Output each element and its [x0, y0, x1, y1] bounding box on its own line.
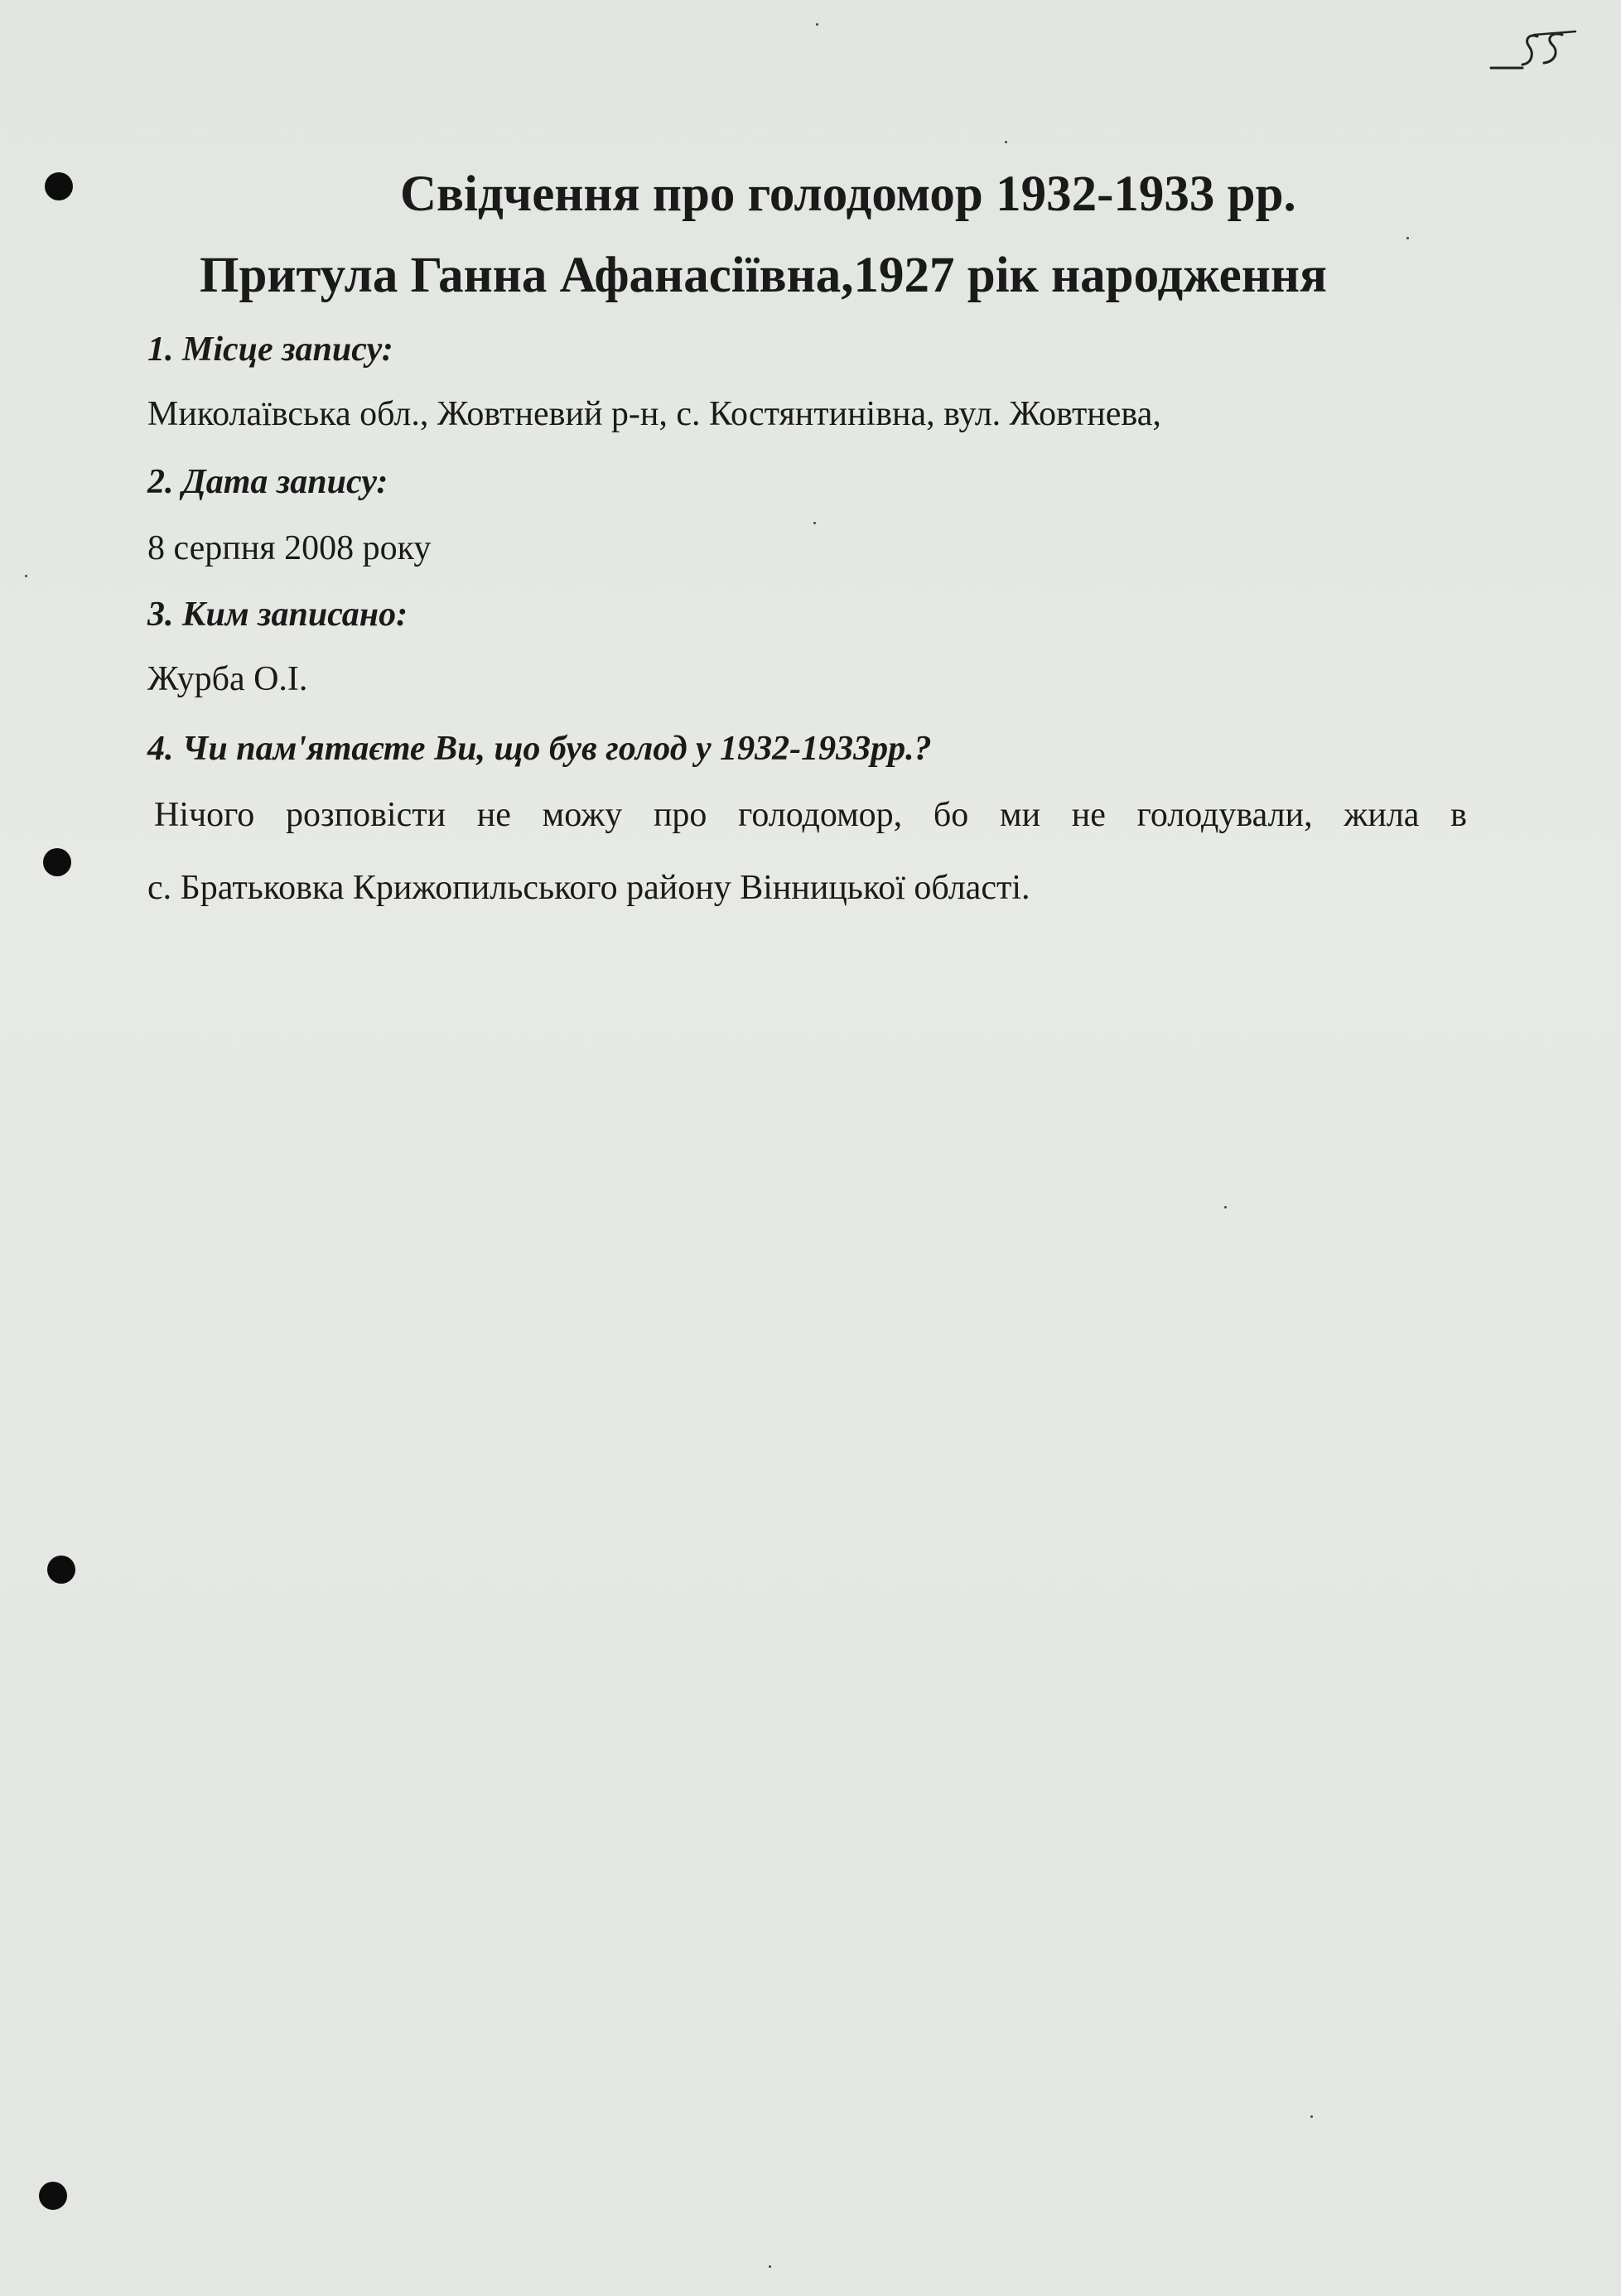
paper-speck: [1224, 1206, 1227, 1208]
handwritten-page-number-mark: [1483, 18, 1582, 76]
paper-speck: [769, 2265, 771, 2268]
section-2-text: 8 серпня 2008 року: [147, 529, 432, 567]
document-title: Свідчення про голодомор 1932-1933 рр.: [400, 166, 1296, 222]
paper-speck: [816, 23, 818, 26]
paper-speck: [1406, 237, 1409, 239]
paper-speck: [1005, 141, 1007, 143]
punch-hole: [39, 2182, 67, 2210]
section-4-text-line-1: Нічого розповісти не можу про голодомор, бо ми не голодували, жила в: [154, 796, 1467, 834]
punch-hole: [47, 1556, 75, 1584]
section-3-heading: 3. Ким записано:: [147, 596, 408, 634]
section-2-heading: 2. Дата запису:: [147, 463, 388, 501]
paper-speck: [25, 575, 27, 577]
handwritten-page-number: [1483, 18, 1582, 76]
punch-hole: [43, 848, 71, 876]
section-4-text-line-2: с. Братьковка Крижопильського району Вінницької області.: [147, 869, 1030, 907]
paper-speck: [1310, 2115, 1313, 2118]
section-3-text: Журба О.І.: [147, 660, 308, 698]
section-1-text: Миколаївська обл., Жовтневий р-н, с. Костянтинівна, вул. Жовтнева,: [147, 395, 1161, 433]
section-1-heading: 1. Місце запису:: [147, 330, 393, 369]
document-subtitle: Притула Ганна Афанасіївна,1927 рік народження: [200, 248, 1328, 303]
paper-speck: [813, 522, 816, 524]
section-4-heading: 4. Чи пам'ятаєте Ви, що був голод у 1932-1933рр.?: [147, 730, 932, 768]
